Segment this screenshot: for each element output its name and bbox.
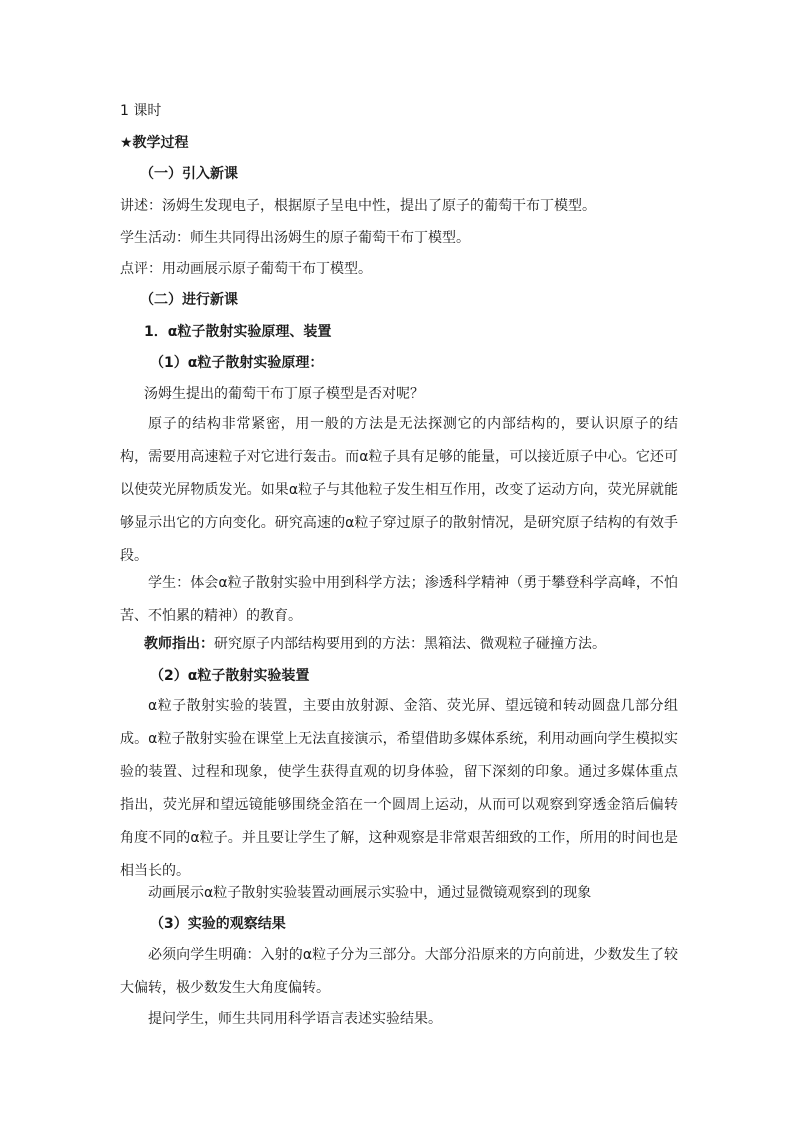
text-student-activity: 学生活动：师生共同得出汤姆生的原子葡萄干布丁模型。	[120, 230, 470, 246]
text-question: 汤姆生提出的葡萄干布丁原子模型是否对呢？	[144, 386, 424, 402]
text-narration: 讲述：汤姆生发现电子，根据原子呈电中性，提出了原子的葡萄干布丁模型。	[120, 198, 596, 214]
subheading-observation-results: （3）实验的观察结果	[150, 916, 286, 932]
paragraph-apparatus: α粒子散射实验的装置，主要由放射源、金箔、荧光屏、望远镜和转动圆盘几部分组成。α粒子散射实验在课堂上无法直接演示，希望借助多媒体系统，利用动画向学生模拟实验的装置、过程和现象，使学生获得直观的切身体验，留下深刻的印象。通过多媒体重点指出，荧光屏和望远镜能够围绕金箔在一个圆周上运动，从而可以观察到穿透金箔后偏转角度不同的α粒子。并且要让学生了解，这种观察是非常艰苦细致的工作，所用的时间也是相当长的。	[120, 698, 678, 879]
text-teacher-points	[144, 634, 678, 654]
subheading-principle: （1）α粒子散射实验原理：	[150, 355, 324, 371]
text-question-students: 提问学生，师生共同用科学语言表述实验结果。	[148, 1011, 442, 1027]
paragraph-student-method: 学生：体会α粒子散射实验中用到科学方法；渗透科学精神（勇于攀登科学高峰，不怕苦、不怕累的精神）的教育。	[120, 575, 678, 624]
text-comment: 点评：用动画展示原子葡萄干布丁模型。	[120, 261, 372, 277]
paragraph-results: 必须向学生明确：入射的α粒子分为三部分。大部分沿原来的方向前进，少数发生了较大偏转，极少数发生大角度偏转。	[120, 947, 678, 996]
subheading-experiment-principle-apparatus: 1．α粒子散射实验原理、装置	[144, 324, 332, 340]
subheading-new-lesson: （二）进行新课	[140, 292, 238, 308]
subheading-intro: （一）引入新课	[140, 166, 238, 182]
text-animation: 动画展示α粒子散射实验装置动画展示实验中，通过显微镜观察到的现象	[148, 885, 592, 901]
section-heading-teaching-process: ★教学过程	[120, 135, 189, 151]
paragraph-principle: 原子的结构非常紧密，用一般的方法是无法探测它的内部结构的，要认识原子的结构，需要用高速粒子对它进行轰击。而α粒子具有足够的能量，可以接近原子中心。它还可以使荧光屏物质发光。如果α粒子与其他粒子发生相互作用，改变了运动方向，荧光屏就能够显示出它的方向变化。研究高速的α粒子穿过原子的散射情况，是研究原子结构的有效手段。	[120, 416, 678, 564]
teacher-points-text: 研究原子内部结构要用到的方法：黑箱法、微观粒子碰撞方法。	[214, 636, 606, 652]
lesson-count: 1 课时	[120, 103, 162, 119]
teacher-points-label: 教师指出：	[144, 636, 214, 652]
subheading-apparatus: （2）α粒子散射实验装置	[150, 668, 310, 684]
